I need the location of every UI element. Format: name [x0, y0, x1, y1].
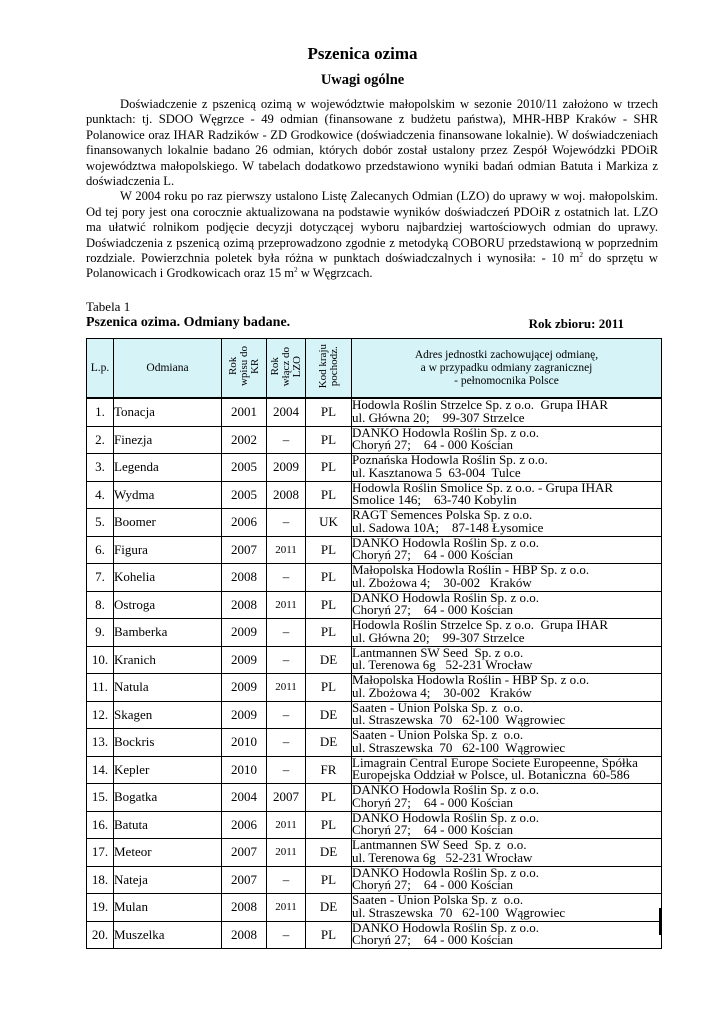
cell-year-lzo: 2011 [267, 674, 306, 702]
superscript-2: 2 [294, 266, 298, 275]
table-row [87, 866, 662, 894]
cell-lp: 17. [87, 839, 114, 867]
cell-lp: 15. [87, 784, 114, 812]
cell-year-kr: 2008 [222, 591, 267, 619]
cell-lp: 13. [87, 729, 114, 757]
cell-address: DANKO Hodowla Roślin Sp. z o.o. Choryń 27; 64 - 000 Kościan [352, 536, 662, 564]
cell-lp: 18. [87, 866, 114, 894]
cell-address: Hodowla Roślin Strzelce Sp. z o.o. Grupa IHAR ul. Główna 20; 99-307 Strzelce [352, 619, 662, 647]
cell-variety-name: Bogatka [114, 784, 222, 812]
table-row [87, 398, 662, 426]
table-row [87, 674, 662, 702]
paragraph-2 [86, 189, 658, 281]
cell-address: Małopolska Hodowla Roślin - HBP Sp. z o.o. ul. Zbożowa 4; 30-002 Kraków [352, 564, 662, 592]
cell-country-code: DE [306, 701, 352, 729]
header-name: Odmiana [114, 339, 222, 399]
cell-address: Lantmannen SW Seed Sp. z o.o. ul. Terenowa 6g 52-231 Wrocław [352, 839, 662, 867]
cell-lp: 20. [87, 921, 114, 949]
cell-year-kr: 2009 [222, 701, 267, 729]
header-lzo [267, 339, 306, 399]
cell-year-lzo: 2007 [267, 784, 306, 812]
varieties-table [86, 338, 662, 949]
cell-year-kr: 2006 [222, 509, 267, 537]
cell-lp: 1. [87, 398, 114, 426]
header-kr [222, 339, 267, 399]
cell-year-kr: 2008 [222, 564, 267, 592]
cell-year-lzo: 2004 [267, 398, 306, 426]
cell-lp: 10. [87, 646, 114, 674]
cell-year-lzo: 2011 [267, 839, 306, 867]
cell-address: Małopolska Hodowla Roślin - HBP Sp. z o.o. ul. Zbożowa 4; 30-002 Kraków [352, 674, 662, 702]
table-row [87, 784, 662, 812]
cell-country-code: PL [306, 811, 352, 839]
cell-country-code: PL [306, 426, 352, 454]
paragraph-2-part-a: W 2004 roku po raz pierwszy ustalono Listę Zalecanych Odmian (LZO) do uprawy w woj. małopolskim. Od tej pory jest ona corocznie aktualizowana na podstawie wyników doświadczeń PDOiR z ostatnich lat. LZO ma ułatwić rolnikom podjęcie decyzji dotyczącej wyboru najbardziej wartościowych odmian do uprawy. Doświadczenia z pszenicą ozimą przeprowadzono zgodnie z metodyką COBORU przedstawioną w poprzednim rozdziale. Powierzchnia poletek była różna w punktach doświadczalnych i wynosiła: - 10 m [86, 189, 658, 266]
cell-variety-name: Tonacja [114, 398, 222, 426]
cell-address: Saaten - Union Polska Sp. z o.o. ul. Straszewska 70 62-100 Wągrowiec [352, 701, 662, 729]
cell-address: DANKO Hodowla Roślin Sp. z o.o. Choryń 27; 64 - 000 Kościan [352, 426, 662, 454]
table-edge-mark [659, 908, 662, 935]
cell-year-kr: 2007 [222, 839, 267, 867]
cell-lp: 9. [87, 619, 114, 647]
cell-country-code: PL [306, 454, 352, 482]
cell-year-lzo: – [267, 646, 306, 674]
cell-country-code: PL [306, 536, 352, 564]
table-row [87, 564, 662, 592]
table-row [87, 811, 662, 839]
cell-year-kr: 2008 [222, 921, 267, 949]
table-row [87, 481, 662, 509]
table-row [87, 619, 662, 647]
document-title: Pszenica ozima [307, 44, 418, 63]
paragraph-1: Doświadczenie z pszenicą ozimą w województwie małopolskim w sezonie 2010/11 założono w trzech punktach: tj. SDOO Węgrzce - 49 odmian (finansowane z budżetu państwa), MHR-HBP Kraków - SHR Polanowice oraz IHAR Radzików - ZD Grodkowice (doświadczenia finansowane lokalnie). W doświadczeniach finansowanych lokalnie badano 26 odmian, których dobór został ustalony przez Zespół Wojewódzki PDOiR województwa małopolskiego. W tabelach dodatkowo przedstawiono wyniki badań odmian Batuta i Markiza z doświadczenia L. [86, 97, 658, 189]
header-lp: L.p. [87, 339, 114, 399]
cell-country-code: PL [306, 591, 352, 619]
cell-address: DANKO Hodowla Roślin Sp. z o.o. Choryń 27; 64 - 000 Kościan [352, 811, 662, 839]
cell-variety-name: Bamberka [114, 619, 222, 647]
cell-variety-name: Bockris [114, 729, 222, 757]
table-row [87, 729, 662, 757]
cell-address: Limagrain Central Europe Societe Europeenne, Spółka Europejska Oddział w Polsce, ul. Botaniczna 60-586 [352, 756, 662, 784]
cell-variety-name: Skagen [114, 701, 222, 729]
cell-variety-name: Batuta [114, 811, 222, 839]
cell-country-code: PL [306, 398, 352, 426]
harvest-year: Rok zbioru: 2011 [528, 316, 624, 331]
cell-year-lzo: 2009 [267, 454, 306, 482]
table-caption [86, 315, 624, 331]
cell-year-lzo: – [267, 866, 306, 894]
cell-year-kr: 2009 [222, 619, 267, 647]
table-row [87, 536, 662, 564]
cell-year-lzo: 2011 [267, 536, 306, 564]
cell-lp: 8. [87, 591, 114, 619]
intro-text [86, 97, 658, 282]
cell-address: Poznańska Hodowla Roślin Sp. z o.o. ul. Kasztanowa 5 63-004 Tulce [352, 454, 662, 482]
cell-variety-name: Natula [114, 674, 222, 702]
header-addr-label: Adres jednostki zachowującej odmianę, a w przypadku odmiany zagranicznej - pełnomocnika Polsce [414, 348, 599, 387]
cell-year-lzo: – [267, 729, 306, 757]
cell-variety-name: Wydma [114, 481, 222, 509]
cell-year-lzo: 2008 [267, 481, 306, 509]
cell-country-code: PL [306, 619, 352, 647]
cell-year-lzo: – [267, 921, 306, 949]
cell-country-code: PL [306, 564, 352, 592]
cell-address: DANKO Hodowla Roślin Sp. z o.o. Choryń 27; 64 - 000 Kościan [352, 866, 662, 894]
cell-year-kr: 2007 [222, 866, 267, 894]
cell-country-code: DE [306, 839, 352, 867]
header-lzo-label: Rok włącz do LZO [268, 346, 303, 387]
paragraph-2-part-c: w Węgrzcach. [297, 266, 373, 281]
cell-year-kr: 2009 [222, 674, 267, 702]
cell-year-kr: 2007 [222, 536, 267, 564]
cell-address: Lantmannen SW Seed Sp. z o.o. ul. Terenowa 6g 52-231 Wrocław [352, 646, 662, 674]
cell-variety-name: Meteor [114, 839, 222, 867]
cell-country-code: PL [306, 784, 352, 812]
cell-lp: 2. [87, 426, 114, 454]
cell-address: Hodowla Roślin Smolice Sp. z o.o. - Grupa IHAR Smolice 146; 63-740 Kobylin [352, 481, 662, 509]
cell-lp: 11. [87, 674, 114, 702]
cell-variety-name: Ostroga [114, 591, 222, 619]
cell-variety-name: Muszelka [114, 921, 222, 949]
cell-country-code: DE [306, 646, 352, 674]
table-label: Tabela 1 [86, 299, 131, 314]
cell-lp: 5. [87, 509, 114, 537]
cell-year-kr: 2002 [222, 426, 267, 454]
cell-year-kr: 2010 [222, 729, 267, 757]
cell-variety-name: Nateja [114, 866, 222, 894]
cell-country-code: PL [306, 481, 352, 509]
cell-address: DANKO Hodowla Roślin Sp. z o.o. Choryń 27; 64 - 000 Kościan [352, 921, 662, 949]
table-title: Pszenica ozima. Odmiany badane. [86, 315, 291, 330]
table-row [87, 701, 662, 729]
cell-variety-name: Boomer [114, 509, 222, 537]
header-kr-label: Rok wpisu do KR [226, 346, 261, 387]
cell-year-kr: 2004 [222, 784, 267, 812]
cell-lp: 6. [87, 536, 114, 564]
header-addr [352, 339, 662, 399]
cell-year-kr: 2009 [222, 646, 267, 674]
cell-address: Saaten - Union Polska Sp. z o.o. ul. Straszewska 70 62-100 Wągrowiec [352, 729, 662, 757]
cell-year-kr: 2005 [222, 481, 267, 509]
cell-variety-name: Kranich [114, 646, 222, 674]
cell-year-lzo: – [267, 619, 306, 647]
table-row [87, 426, 662, 454]
cell-year-kr: 2005 [222, 454, 267, 482]
cell-variety-name: Kepler [114, 756, 222, 784]
cell-address: Hodowla Roślin Strzelce Sp. z o.o. Grupa IHAR ul. Główna 20; 99-307 Strzelce [352, 398, 662, 426]
cell-variety-name: Legenda [114, 454, 222, 482]
cell-year-kr: 2010 [222, 756, 267, 784]
cell-address: DANKO Hodowla Roślin Sp. z o.o. Choryń 27; 64 - 000 Kościan [352, 784, 662, 812]
cell-address: Saaten - Union Polska Sp. z o.o. ul. Straszewska 70 62-100 Wągrowiec [352, 894, 662, 922]
header-kod [306, 339, 352, 399]
cell-year-kr: 2008 [222, 894, 267, 922]
table-row [87, 894, 662, 922]
cell-country-code: DE [306, 729, 352, 757]
cell-year-lzo: 2011 [267, 811, 306, 839]
cell-year-lzo: 2011 [267, 591, 306, 619]
cell-variety-name: Finezja [114, 426, 222, 454]
cell-country-code: UK [306, 509, 352, 537]
table-row [87, 921, 662, 949]
section-subtitle: Uwagi ogólne [320, 72, 405, 88]
cell-lp: 3. [87, 454, 114, 482]
cell-year-kr: 2006 [222, 811, 267, 839]
cell-country-code: FR [306, 756, 352, 784]
table-header-row [87, 339, 662, 399]
paragraph-2-part-b: do sprzętu w Polanowicach i Grodkowicach oraz 15 m [86, 251, 658, 281]
cell-lp: 7. [87, 564, 114, 592]
cell-lp: 16. [87, 811, 114, 839]
cell-country-code: PL [306, 866, 352, 894]
cell-lp: 12. [87, 701, 114, 729]
table-row [87, 756, 662, 784]
cell-address: DANKO Hodowla Roślin Sp. z o.o. Choryń 27; 64 - 000 Kościan [352, 591, 662, 619]
cell-lp: 19. [87, 894, 114, 922]
cell-year-lzo: – [267, 756, 306, 784]
cell-lp: 4. [87, 481, 114, 509]
table-row [87, 591, 662, 619]
cell-country-code: PL [306, 674, 352, 702]
cell-year-lzo: – [267, 701, 306, 729]
cell-address: RAGT Semences Polska Sp. z o.o. ul. Sadowa 10A; 87-148 Łysomice [352, 509, 662, 537]
cell-variety-name: Figura [114, 536, 222, 564]
superscript-1: 2 [579, 250, 583, 259]
cell-year-lzo: – [267, 564, 306, 592]
table-row [87, 509, 662, 537]
table-row [87, 839, 662, 867]
cell-country-code: DE [306, 894, 352, 922]
cell-country-code: PL [306, 921, 352, 949]
table-row [87, 454, 662, 482]
cell-variety-name: Mulan [114, 894, 222, 922]
cell-year-kr: 2001 [222, 398, 267, 426]
cell-year-lzo: 2011 [267, 894, 306, 922]
cell-year-lzo: – [267, 509, 306, 537]
cell-year-lzo: – [267, 426, 306, 454]
cell-lp: 14. [87, 756, 114, 784]
header-kod-label: Kod kraju pochodz. [316, 344, 340, 389]
cell-variety-name: Kohelia [114, 564, 222, 592]
table-row [87, 646, 662, 674]
